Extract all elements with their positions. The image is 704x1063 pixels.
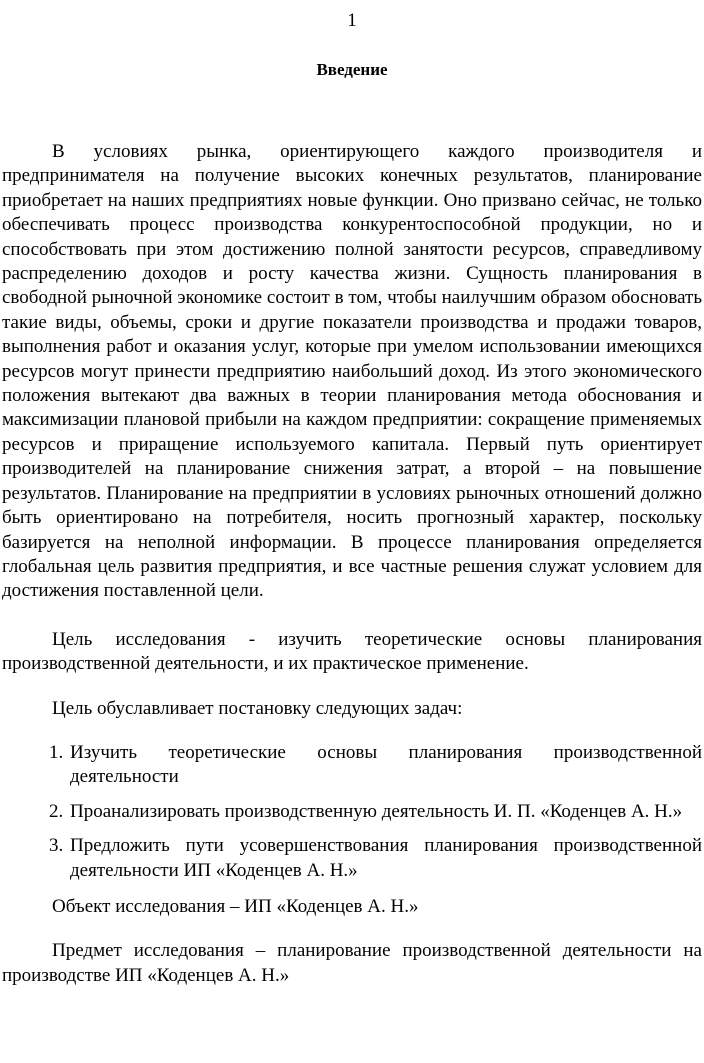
list-item: 2. Проанализировать производственную деятельность И. П. «Коденцев А. Н.» xyxy=(68,800,702,824)
tasks-list xyxy=(2,741,702,883)
object-paragraph: Объект исследования – ИП «Коденцев А. Н.» xyxy=(52,895,419,917)
page-title: Введение xyxy=(316,60,388,79)
goal-paragraph: Цель исследования - изучить теоретические основы планирования производственной деятельности, и их практическое применение. xyxy=(2,628,702,675)
page-number: 1 xyxy=(347,10,357,31)
list-item: 1. Изучить теоретические основы планирования производственной деятельности xyxy=(68,741,702,790)
subject-paragraph: Предмет исследования – планирование производственной деятельности на производстве ИП «Коденцев А. Н.» xyxy=(2,940,702,986)
intro-paragraph: В условиях рынка, ориентирующего каждого производителя и предпринимателя на получение высоких конечных результатов, планирование приобретает на наших предприятиях новые функции. Оно призвано сейчас, не только обеспечивать процесс производства конкурентоспособной продукции, но и способствовать при этом достижению полной занятости ресурсов, справедливому распределению доходов и росту качества жизни. Сущность планирования в свободной рыночной экономике состоит в том, чтобы наилучшим образом обосновать такие виды, объемы, сроки и другие показатели производства и продажи товаров, выполнения работ и оказания услуг, которые при умелом использовании имеющихся ресурсов могут принести предприятию наибольший доход. Из этого экономического положения вытекают два важных в теории планирования метода обоснования и максимизации плановой прибыли на каждом предприятии: сокращение применяемых ресурсов и приращение используемого капитала. Первый путь ориентирует производителей на планирование снижения затрат, а второй – на повышение результатов. Планирование на предприятии в условиях рыночных отношений должно быть ориентировано на потребителя, носить прогнозный характер, поскольку базируется на неполной информации. В процессе планирования определяется глобальная цель развития предприятия, и все частные решения служат условием для достижения поставленной цели. xyxy=(2,141,702,602)
list-item: 3. Предложить пути усовершенствования планирования производственной деятельности ИП «Коденцев А. Н.» xyxy=(68,834,702,883)
tasks-intro-paragraph: Цель обуславливает постановку следующих задач: xyxy=(52,697,463,719)
document-body xyxy=(2,140,702,988)
